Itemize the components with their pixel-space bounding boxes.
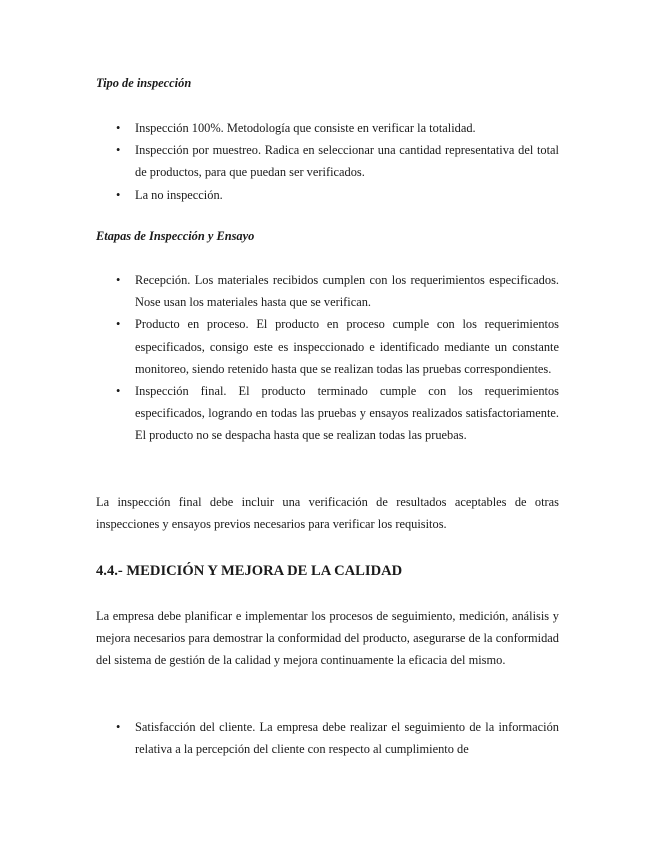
list-satisfaccion: [96, 716, 559, 760]
list-etapas-inspeccion: [96, 269, 559, 447]
bullet-icon: •: [116, 273, 121, 287]
list-item-text: Producto en proceso. El producto en proceso cumple con los requerimientos especificados, consigo este es inspeccionado e identificado mediante un constante monitoreo, siendo retenido hasta que se realizan todas las pruebas correspondientes.: [135, 317, 559, 376]
bullet-icon: •: [116, 720, 121, 734]
list-item: [96, 716, 559, 760]
list-item: [96, 380, 559, 447]
bullet-icon: •: [116, 121, 121, 135]
paragraph-inspeccion-final: La inspección final debe incluir una verificación de resultados aceptables de otras inspecciones y ensayos previos necesarios para verificar los requisitos.: [96, 495, 559, 532]
heading-tipo-inspeccion: Tipo de inspección: [96, 76, 192, 90]
bullet-icon: •: [116, 317, 121, 332]
paragraph-medicion: La empresa debe planificar e implementar los procesos de seguimiento, medición, análisis y mejora necesarios para demostrar la conformidad del producto, asegurarse de la conformidad del sistema de gestión de la calidad y mejora continuamente la eficacia del mismo.: [96, 609, 559, 668]
list-item: [96, 117, 559, 139]
list-item: [96, 313, 559, 380]
bullet-icon: •: [116, 187, 121, 202]
section-title-medicion: 4.4.- MEDICIÓN Y MEJORA DE LA CALIDAD: [96, 563, 403, 579]
heading-etapas-inspeccion: Etapas de Inspección y Ensayo: [96, 229, 255, 243]
list-item-text: Inspección 100%. Metodología que consiste en verificar la totalidad.: [135, 121, 476, 135]
list-item: [96, 269, 559, 313]
list-item-text: Inspección por muestreo. Radica en seleccionar una cantidad representativa del total de productos, para que puedan ser verificados.: [135, 143, 559, 180]
list-item-text: La no inspección.: [135, 187, 223, 202]
list-item-text: Inspección final. El producto terminado cumple con los requerimientos especificados, logrando en todas las pruebas y ensayos realizados satisfactoriamente. El producto no se despacha hasta que se realizan todas las pruebas.: [135, 384, 559, 443]
list-item-text: Satisfacción del cliente. La empresa debe realizar el seguimiento de la información relativa a la percepción del cliente con respecto al cumplimiento de: [135, 720, 559, 757]
list-item: [96, 184, 559, 206]
bullet-icon: •: [116, 143, 121, 158]
list-item-text: Recepción. Los materiales recibidos cumplen con los requerimientos especificados. Nose usan los materiales hasta que se verifican.: [135, 273, 559, 310]
list-tipo-inspeccion: [96, 117, 559, 206]
bullet-icon: •: [116, 384, 121, 399]
list-item: [96, 139, 559, 183]
